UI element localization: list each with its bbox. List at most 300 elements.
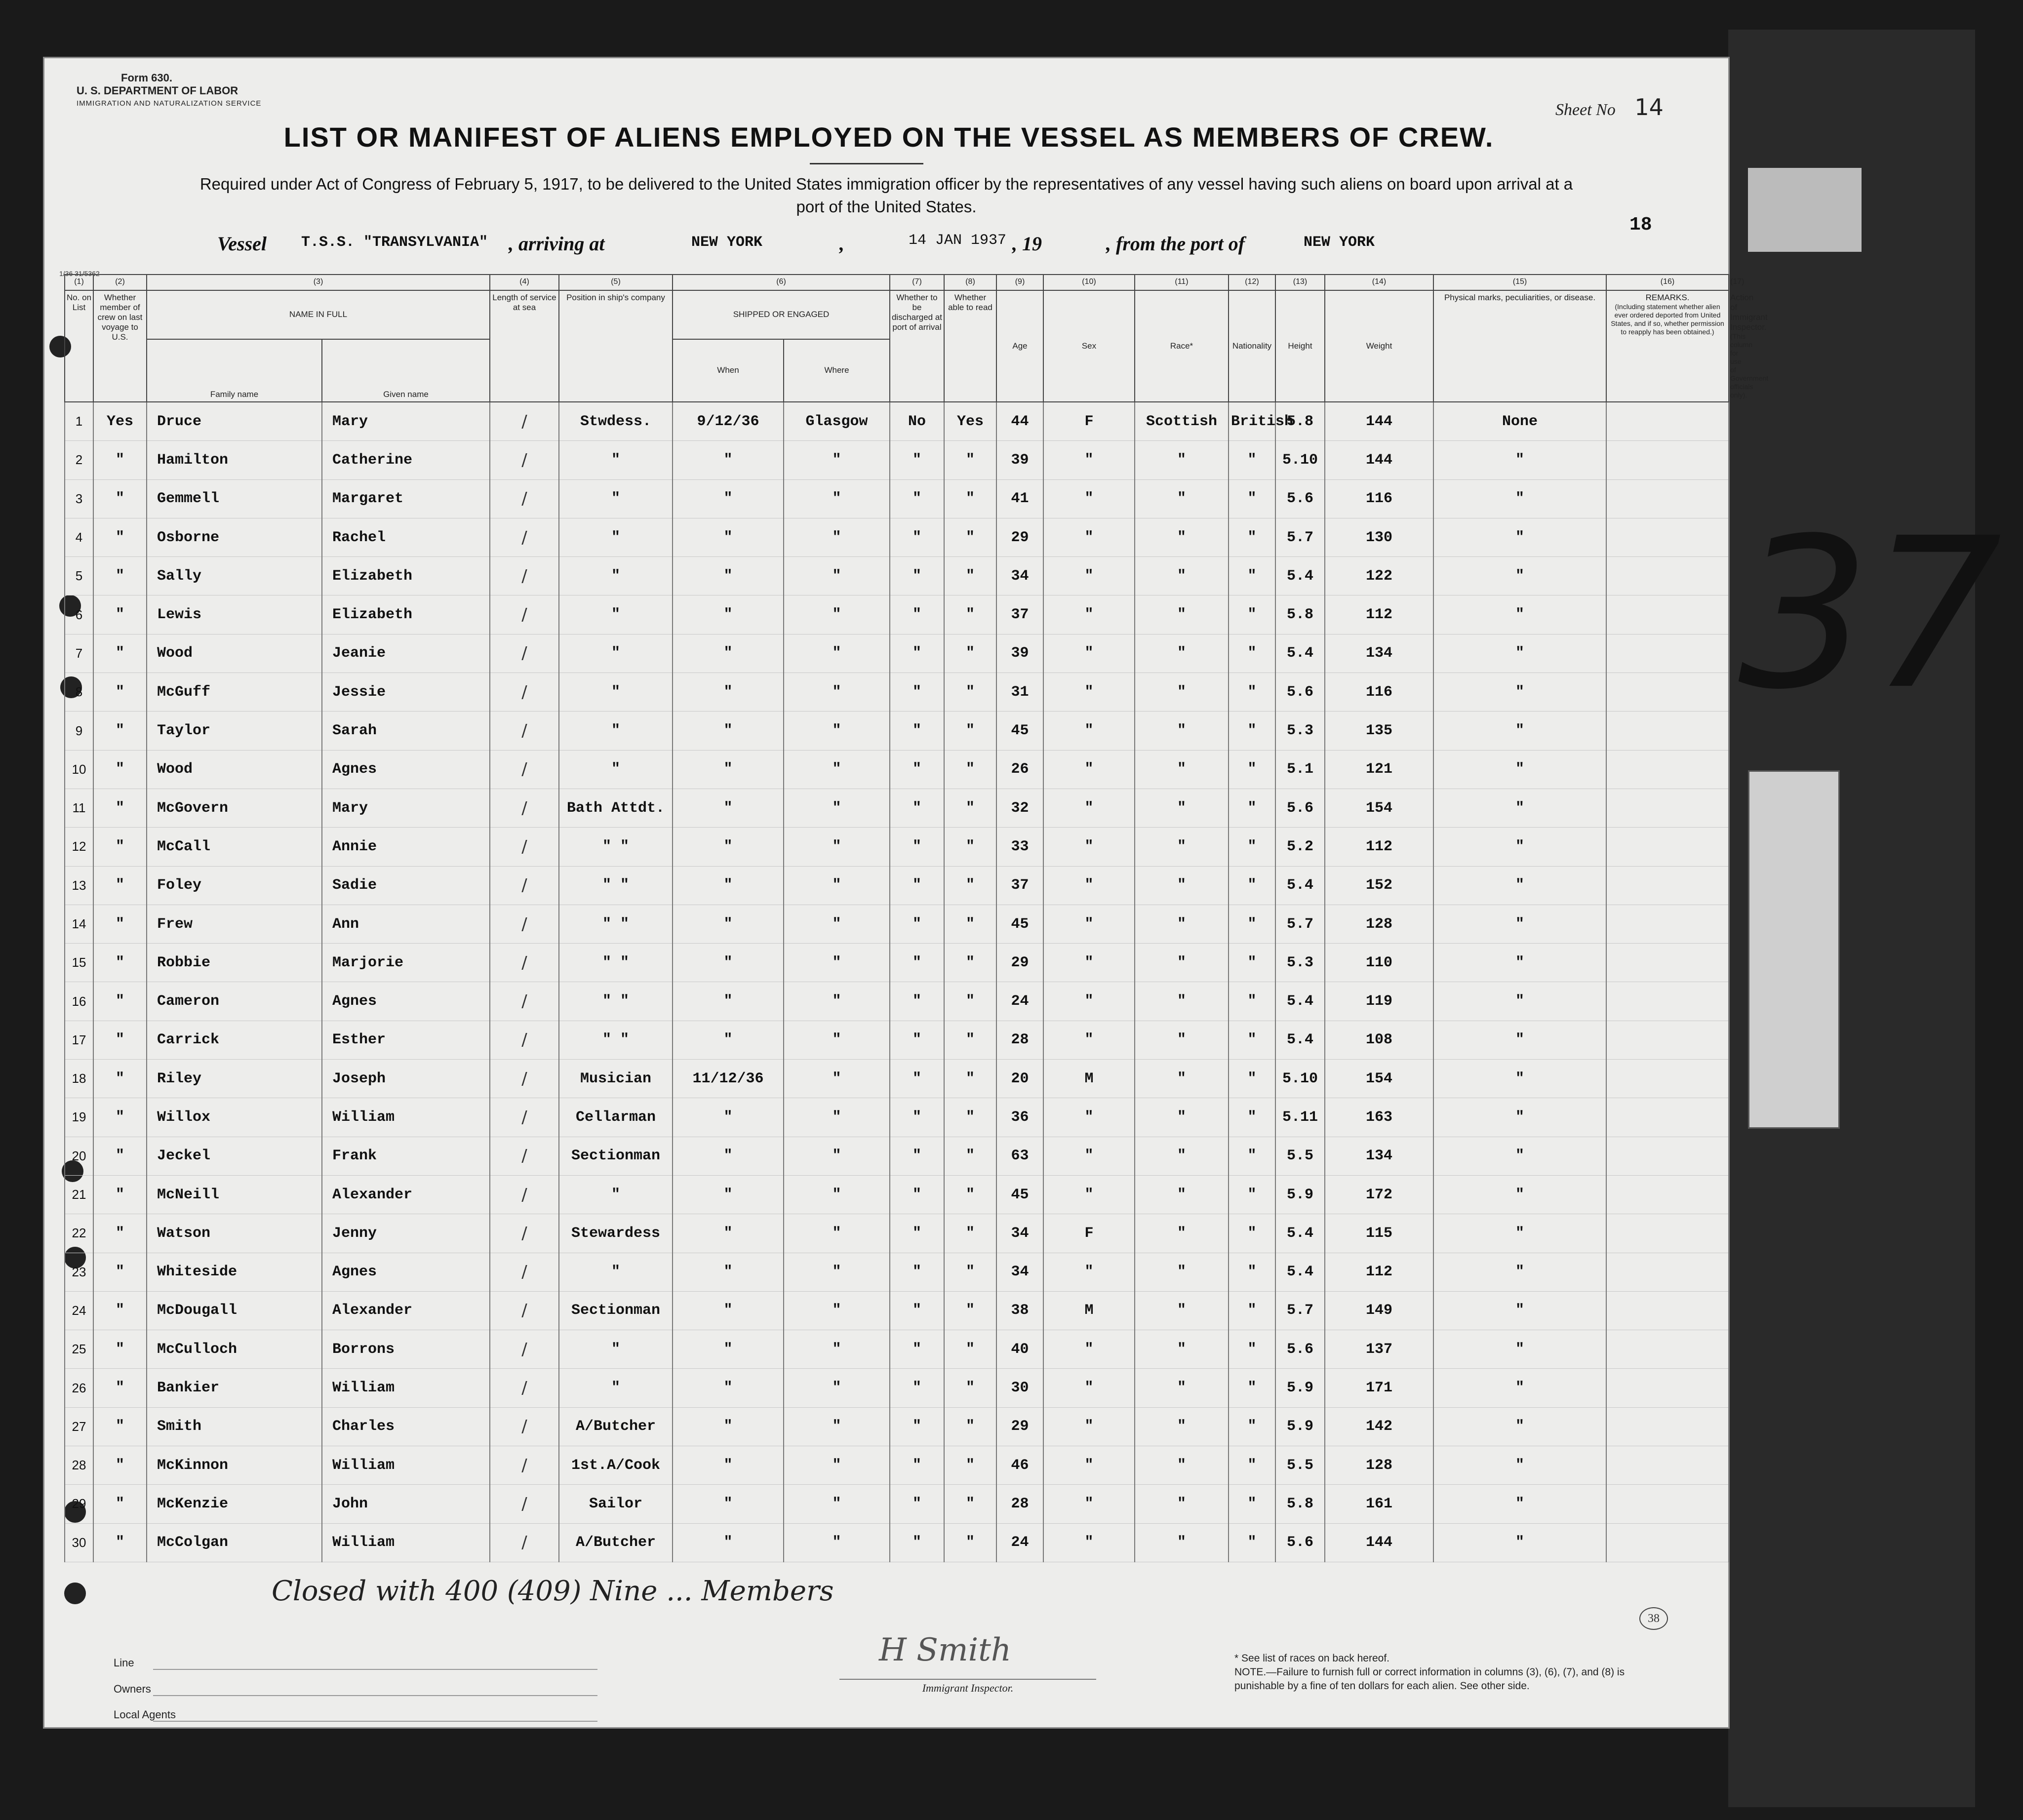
cell-age: 37 <box>996 595 1043 634</box>
cell-discharged: No <box>890 402 944 441</box>
adjacent-label-strip <box>1748 168 1862 252</box>
cell-sex: " <box>1043 866 1135 905</box>
cell-family-name: Cameron <box>147 982 322 1021</box>
cell-given-name: Jenny <box>322 1214 490 1253</box>
cell-age: 44 <box>996 402 1043 441</box>
header-height: Height <box>1275 290 1325 402</box>
cell-shipped-when: " <box>673 595 784 634</box>
cell-able-to-read: " <box>944 1214 996 1253</box>
cell-sex: " <box>1043 1175 1135 1214</box>
cell-weight: 161 <box>1325 1485 1433 1523</box>
arriving-label: , arriving at <box>509 233 605 255</box>
cell-discharged: " <box>890 828 944 866</box>
cell-remarks <box>1606 479 1729 518</box>
cell-shipped-when: " <box>673 1330 784 1369</box>
cell-given-name: Agnes <box>322 750 490 789</box>
cell-shipped-where: " <box>784 479 890 518</box>
cell-nationality: " <box>1229 1098 1275 1137</box>
owners-label: Owners <box>114 1683 151 1695</box>
cell-race: " <box>1135 1175 1229 1214</box>
table-row <box>65 1330 1729 1369</box>
header-shipped-engaged: SHIPPED OR ENGAGED <box>673 290 890 339</box>
cell-shipped-where: " <box>784 1446 890 1485</box>
cell-physical-marks: " <box>1433 1291 1606 1330</box>
cell-able-to-read: " <box>944 1369 996 1407</box>
cell-shipped-where: " <box>784 1407 890 1446</box>
cell-member-last-voyage: " <box>93 712 147 750</box>
cell-shipped-when: " <box>673 557 784 595</box>
cell-height: 5.8 <box>1275 402 1325 441</box>
cell-race: " <box>1135 1137 1229 1175</box>
cell-able-to-read: " <box>944 1523 996 1562</box>
cell-shipped-when: 11/12/36 <box>673 1060 784 1098</box>
page-subtitle: Required under Act of Congress of February 5, 1917, to be delivered to the United States immigration officer by the representatives of any vessel having such aliens on board upon arrival at a port of the United States. <box>199 175 1573 216</box>
cell-nationality: " <box>1229 750 1275 789</box>
cell-row-number: 7 <box>65 634 93 673</box>
cell-weight: 154 <box>1325 1060 1433 1098</box>
cell-length-of-service: / <box>490 789 559 827</box>
cell-weight: 152 <box>1325 866 1433 905</box>
cell-shipped-where: " <box>784 441 890 479</box>
cell-able-to-read: " <box>944 828 996 866</box>
cell-member-last-voyage: " <box>93 1407 147 1446</box>
cell-given-name: Charles <box>322 1407 490 1446</box>
arriving-port: NEW YORK <box>691 234 763 251</box>
cell-remarks <box>1606 712 1729 750</box>
cell-able-to-read: " <box>944 1060 996 1098</box>
cell-given-name: William <box>322 1523 490 1562</box>
cell-age: 46 <box>996 1446 1043 1485</box>
cell-family-name: Robbie <box>147 944 322 982</box>
cell-length-of-service: / <box>490 1175 559 1214</box>
cell-sex: " <box>1043 595 1135 634</box>
cell-position: Sectionman <box>559 1137 673 1175</box>
cell-length-of-service: / <box>490 479 559 518</box>
cell-member-last-voyage: " <box>93 557 147 595</box>
header-where: Where <box>784 339 890 402</box>
cell-position: " <box>559 634 673 673</box>
cell-height: 5.9 <box>1275 1369 1325 1407</box>
cell-length-of-service: / <box>490 1291 559 1330</box>
cell-physical-marks: " <box>1433 1485 1606 1523</box>
cell-shipped-when: " <box>673 866 784 905</box>
cell-discharged: " <box>890 518 944 556</box>
cell-able-to-read: " <box>944 1407 996 1446</box>
cell-shipped-where: " <box>784 750 890 789</box>
table-row <box>65 866 1729 905</box>
cell-given-name: Elizabeth <box>322 595 490 634</box>
cell-length-of-service: / <box>490 557 559 595</box>
cell-shipped-where: " <box>784 712 890 750</box>
cell-age: 29 <box>996 518 1043 556</box>
agents-label: Local Agents <box>114 1708 176 1721</box>
cell-row-number: 21 <box>65 1175 93 1214</box>
cell-race: " <box>1135 1407 1229 1446</box>
cell-able-to-read: " <box>944 1330 996 1369</box>
colno-12: (12) <box>1229 275 1275 290</box>
footer-notes <box>1234 1652 1659 1693</box>
cell-member-last-voyage: " <box>93 1175 147 1214</box>
cell-given-name: Elizabeth <box>322 557 490 595</box>
cell-given-name: Ann <box>322 905 490 943</box>
cell-length-of-service: / <box>490 1485 559 1523</box>
cell-length-of-service: / <box>490 1446 559 1485</box>
cell-physical-marks: " <box>1433 557 1606 595</box>
cell-race: " <box>1135 479 1229 518</box>
cell-position: " " <box>559 866 673 905</box>
cell-shipped-when: " <box>673 634 784 673</box>
cell-member-last-voyage: " <box>93 789 147 827</box>
header-remarks <box>1606 290 1729 402</box>
cell-row-number: 16 <box>65 982 93 1021</box>
table-row <box>65 712 1729 750</box>
header-row-1 <box>65 290 1729 339</box>
cell-remarks <box>1606 518 1729 556</box>
cell-family-name: McKenzie <box>147 1485 322 1523</box>
cell-member-last-voyage: " <box>93 1291 147 1330</box>
cell-sex: " <box>1043 479 1135 518</box>
cell-family-name: Smith <box>147 1407 322 1446</box>
cell-shipped-where: " <box>784 595 890 634</box>
cell-sex: " <box>1043 1446 1135 1485</box>
cell-family-name: Wood <box>147 750 322 789</box>
cell-able-to-read: " <box>944 518 996 556</box>
cell-given-name: Margaret <box>322 479 490 518</box>
header-whether-member: Whether member of crew on last voyage to U.S. <box>93 290 147 402</box>
cell-given-name: Marjorie <box>322 944 490 982</box>
service-name: IMMIGRATION AND NATURALIZATION SERVICE <box>77 99 262 108</box>
cell-sex: F <box>1043 1214 1135 1253</box>
cell-given-name: Jessie <box>322 673 490 712</box>
cell-row-number: 6 <box>65 595 93 634</box>
cell-height: 5.6 <box>1275 479 1325 518</box>
cell-shipped-where: " <box>784 673 890 712</box>
cell-age: 34 <box>996 1253 1043 1291</box>
cell-race: " <box>1135 750 1229 789</box>
cell-age: 24 <box>996 1523 1043 1562</box>
cell-row-number: 22 <box>65 1214 93 1253</box>
cell-height: 5.4 <box>1275 1253 1325 1291</box>
cell-row-number: 24 <box>65 1291 93 1330</box>
table-row <box>65 402 1729 441</box>
cell-shipped-where: " <box>784 789 890 827</box>
cell-discharged: " <box>890 634 944 673</box>
year-label: , 19 <box>1012 233 1042 255</box>
cell-height: 5.2 <box>1275 828 1325 866</box>
cell-shipped-when: " <box>673 441 784 479</box>
cell-able-to-read: " <box>944 712 996 750</box>
cell-race: " <box>1135 1253 1229 1291</box>
cell-race: " <box>1135 789 1229 827</box>
cell-given-name: Alexander <box>322 1291 490 1330</box>
cell-height: 5.8 <box>1275 595 1325 634</box>
cell-discharged: " <box>890 866 944 905</box>
table-row <box>65 673 1729 712</box>
cell-position: " " <box>559 982 673 1021</box>
cell-shipped-where: " <box>784 1369 890 1407</box>
cell-position: " " <box>559 944 673 982</box>
cell-shipped-where: " <box>784 557 890 595</box>
cell-member-last-voyage: " <box>93 750 147 789</box>
cell-sex: " <box>1043 1098 1135 1137</box>
cell-height: 5.7 <box>1275 1291 1325 1330</box>
cell-age: 36 <box>996 1098 1043 1137</box>
table-row <box>65 441 1729 479</box>
binder-hole <box>64 1583 86 1604</box>
vessel-name: T.S.S. "TRANSYLVANIA" <box>301 234 488 251</box>
cell-race: " <box>1135 441 1229 479</box>
cell-nationality: " <box>1229 595 1275 634</box>
cell-shipped-where: " <box>784 1021 890 1059</box>
cell-family-name: Lewis <box>147 595 322 634</box>
cell-height: 5.6 <box>1275 1523 1325 1562</box>
cell-given-name: Frank <box>322 1137 490 1175</box>
cell-given-name: Borrons <box>322 1330 490 1369</box>
cell-position: " <box>559 479 673 518</box>
line-label: Line <box>114 1657 134 1669</box>
cell-family-name: Osborne <box>147 518 322 556</box>
cell-remarks <box>1606 750 1729 789</box>
cell-sex: " <box>1043 828 1135 866</box>
cell-physical-marks: " <box>1433 1137 1606 1175</box>
cell-weight: 116 <box>1325 673 1433 712</box>
cell-weight: 135 <box>1325 712 1433 750</box>
header-sex: Sex <box>1043 290 1135 402</box>
cell-position: " <box>559 712 673 750</box>
table-row <box>65 828 1729 866</box>
cell-able-to-read: " <box>944 905 996 943</box>
title-divider <box>810 163 923 164</box>
cell-shipped-when: " <box>673 518 784 556</box>
cell-shipped-when: " <box>673 1369 784 1407</box>
cell-member-last-voyage: " <box>93 1098 147 1137</box>
cell-sex: " <box>1043 1330 1135 1369</box>
cell-shipped-when: " <box>673 1021 784 1059</box>
cell-given-name: Mary <box>322 789 490 827</box>
colno-4: (4) <box>490 275 559 290</box>
cell-weight: 108 <box>1325 1021 1433 1059</box>
cell-physical-marks: " <box>1433 1253 1606 1291</box>
cell-discharged: " <box>890 1485 944 1523</box>
page-title: LIST OR MANIFEST OF ALIENS EMPLOYED ON THE VESSEL AS MEMBERS OF CREW. <box>283 121 1494 153</box>
cell-physical-marks: " <box>1433 789 1606 827</box>
cell-height: 5.6 <box>1275 789 1325 827</box>
cell-given-name: Catherine <box>322 441 490 479</box>
cell-length-of-service: / <box>490 441 559 479</box>
cell-shipped-where: " <box>784 634 890 673</box>
cell-family-name: Willox <box>147 1098 322 1137</box>
cell-length-of-service: / <box>490 866 559 905</box>
cell-shipped-when: " <box>673 1253 784 1291</box>
cell-height: 5.5 <box>1275 1137 1325 1175</box>
cell-discharged: " <box>890 789 944 827</box>
cell-race: " <box>1135 1330 1229 1369</box>
cell-age: 24 <box>996 982 1043 1021</box>
cell-race: " <box>1135 1098 1229 1137</box>
cell-nationality: " <box>1229 1407 1275 1446</box>
cell-physical-marks: " <box>1433 1407 1606 1446</box>
cell-family-name: Sally <box>147 557 322 595</box>
cell-row-number: 13 <box>65 866 93 905</box>
cell-remarks <box>1606 1253 1729 1291</box>
cell-member-last-voyage: " <box>93 1523 147 1562</box>
cell-weight: 144 <box>1325 1523 1433 1562</box>
header-nationality: Nationality <box>1229 290 1275 402</box>
cell-discharged: " <box>890 1175 944 1214</box>
cell-shipped-when: " <box>673 789 784 827</box>
cell-physical-marks: " <box>1433 828 1606 866</box>
table-row <box>65 789 1729 827</box>
cell-height: 5.3 <box>1275 944 1325 982</box>
cell-member-last-voyage: " <box>93 1369 147 1407</box>
cell-able-to-read: " <box>944 750 996 789</box>
cell-sex: M <box>1043 1291 1135 1330</box>
cell-remarks <box>1606 1330 1729 1369</box>
cell-weight: 112 <box>1325 828 1433 866</box>
cell-position: Musician <box>559 1060 673 1098</box>
cell-nationality: " <box>1229 1330 1275 1369</box>
cell-position: " <box>559 441 673 479</box>
cell-member-last-voyage: " <box>93 634 147 673</box>
cell-weight: 142 <box>1325 1407 1433 1446</box>
cell-discharged: " <box>890 595 944 634</box>
cell-race: " <box>1135 673 1229 712</box>
cell-member-last-voyage: " <box>93 479 147 518</box>
cell-discharged: " <box>890 1446 944 1485</box>
cell-nationality: " <box>1229 1137 1275 1175</box>
cell-shipped-where: " <box>784 1330 890 1369</box>
cell-remarks <box>1606 1369 1729 1407</box>
cell-age: 45 <box>996 905 1043 943</box>
cell-weight: 122 <box>1325 557 1433 595</box>
cell-remarks <box>1606 944 1729 982</box>
cell-able-to-read: " <box>944 1446 996 1485</box>
cell-discharged: " <box>890 1369 944 1407</box>
colno-6: (6) <box>673 275 890 290</box>
table-row <box>65 518 1729 556</box>
cell-given-name: Agnes <box>322 1253 490 1291</box>
cell-weight: 130 <box>1325 518 1433 556</box>
cell-discharged: " <box>890 1098 944 1137</box>
table-row <box>65 1175 1729 1214</box>
margin-number: 18 <box>1629 214 1652 236</box>
cell-weight: 134 <box>1325 634 1433 673</box>
cell-given-name: John <box>322 1485 490 1523</box>
cell-discharged: " <box>890 1407 944 1446</box>
from-port: NEW YORK <box>1304 234 1375 251</box>
cell-weight: 154 <box>1325 789 1433 827</box>
cell-sex: " <box>1043 673 1135 712</box>
cell-position: " <box>559 1369 673 1407</box>
cell-position: " <box>559 518 673 556</box>
cell-nationality: " <box>1229 1060 1275 1098</box>
cell-remarks <box>1606 866 1729 905</box>
cell-height: 5.9 <box>1275 1407 1325 1446</box>
cell-shipped-when: " <box>673 712 784 750</box>
cell-age: 30 <box>996 1369 1043 1407</box>
cell-able-to-read: " <box>944 595 996 634</box>
cell-position: " <box>559 750 673 789</box>
table-row <box>65 479 1729 518</box>
cell-row-number: 2 <box>65 441 93 479</box>
cell-race: " <box>1135 1369 1229 1407</box>
cell-row-number: 8 <box>65 673 93 712</box>
cell-remarks <box>1606 1485 1729 1523</box>
cell-physical-marks: " <box>1433 982 1606 1021</box>
cell-shipped-where: " <box>784 866 890 905</box>
cell-sex: " <box>1043 789 1135 827</box>
cell-family-name: Hamilton <box>147 441 322 479</box>
cell-position: " <box>559 673 673 712</box>
colno-7: (7) <box>890 275 944 290</box>
cell-height: 5.7 <box>1275 905 1325 943</box>
cell-shipped-where: " <box>784 905 890 943</box>
cell-weight: 116 <box>1325 479 1433 518</box>
cell-age: 33 <box>996 828 1043 866</box>
cell-weight: 112 <box>1325 595 1433 634</box>
cell-member-last-voyage: " <box>93 518 147 556</box>
cell-weight: 144 <box>1325 441 1433 479</box>
cell-family-name: Watson <box>147 1214 322 1253</box>
cell-able-to-read: " <box>944 982 996 1021</box>
header-weight: Weight <box>1325 290 1433 402</box>
cell-shipped-when: " <box>673 905 784 943</box>
cell-row-number: 19 <box>65 1098 93 1137</box>
cell-family-name: Riley <box>147 1060 322 1098</box>
cell-member-last-voyage: " <box>93 1060 147 1098</box>
column-number-row <box>65 275 1729 290</box>
cell-physical-marks: " <box>1433 1021 1606 1059</box>
cell-shipped-when: " <box>673 479 784 518</box>
cell-shipped-when: " <box>673 1523 784 1562</box>
cell-nationality: " <box>1229 982 1275 1021</box>
cell-length-of-service: / <box>490 1407 559 1446</box>
cell-given-name: Mary <box>322 402 490 441</box>
colno-5: (5) <box>559 275 673 290</box>
cell-weight: 128 <box>1325 905 1433 943</box>
cell-discharged: " <box>890 1137 944 1175</box>
cell-shipped-when: 9/12/36 <box>673 402 784 441</box>
cell-physical-marks: " <box>1433 1446 1606 1485</box>
cell-family-name: Bankier <box>147 1369 322 1407</box>
header-when: When <box>673 339 784 402</box>
cell-height: 5.10 <box>1275 1060 1325 1098</box>
form-identifier <box>77 72 261 110</box>
header-name-in-full: NAME IN FULL <box>147 290 490 339</box>
cell-nationality: " <box>1229 673 1275 712</box>
cell-age: 45 <box>996 712 1043 750</box>
cell-given-name: William <box>322 1369 490 1407</box>
header-position: Position in ship's company <box>559 290 673 402</box>
cell-given-name: William <box>322 1446 490 1485</box>
cell-race: " <box>1135 1060 1229 1098</box>
cell-shipped-where: " <box>784 1214 890 1253</box>
cell-member-last-voyage: " <box>93 866 147 905</box>
table-row <box>65 1060 1729 1098</box>
cell-shipped-where: " <box>784 1098 890 1137</box>
header-age: Age <box>996 290 1043 402</box>
cell-family-name: McNeill <box>147 1175 322 1214</box>
cell-shipped-when: " <box>673 944 784 982</box>
cell-member-last-voyage: " <box>93 1021 147 1059</box>
cell-race: " <box>1135 712 1229 750</box>
cell-nationality: " <box>1229 557 1275 595</box>
cell-position: Sailor <box>559 1485 673 1523</box>
cell-able-to-read: " <box>944 944 996 982</box>
header-length-of-service: Length of service at sea <box>490 290 559 402</box>
cell-member-last-voyage: " <box>93 1137 147 1175</box>
cell-position: Bath Attdt. <box>559 789 673 827</box>
